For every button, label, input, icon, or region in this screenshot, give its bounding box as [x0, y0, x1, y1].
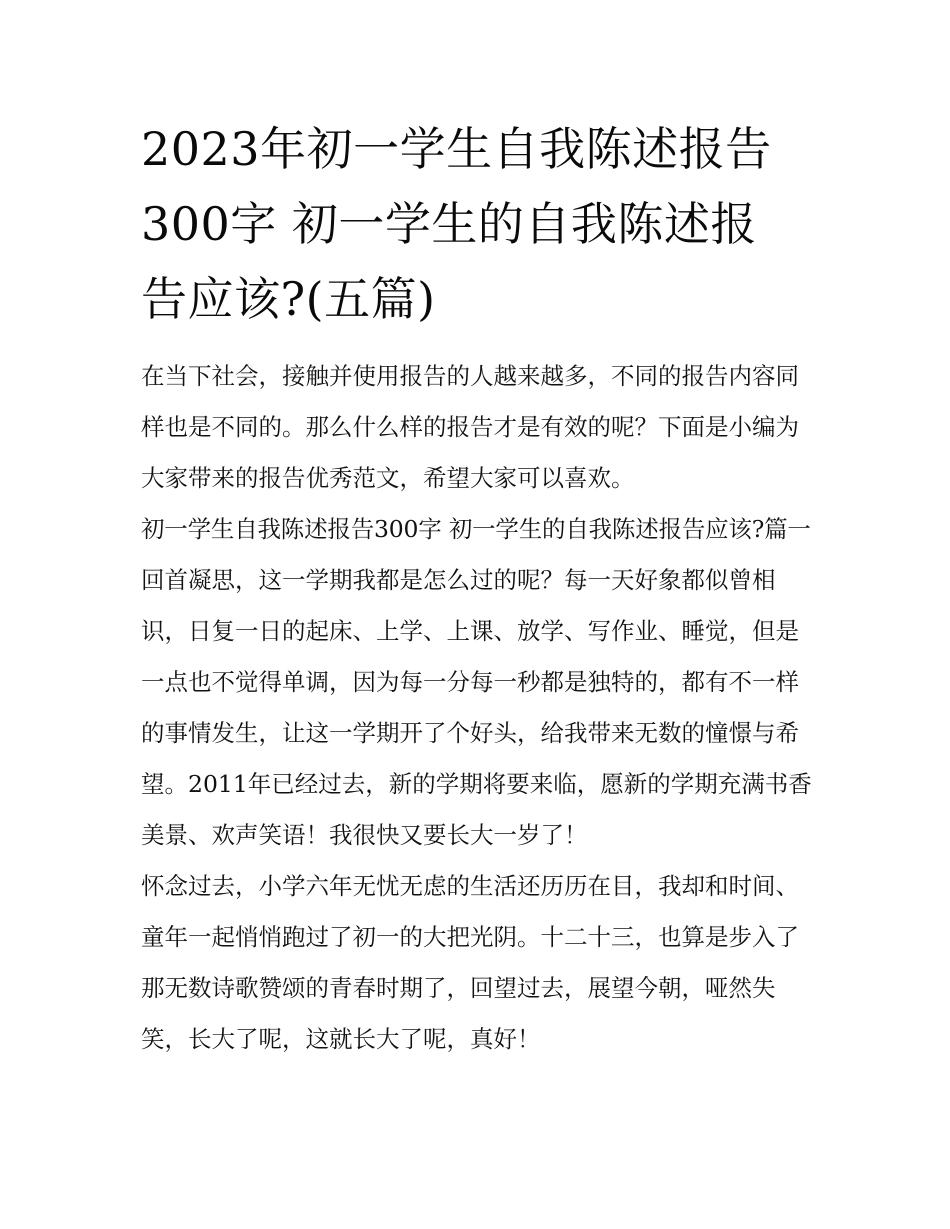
title-line-2: 300字 初一学生的自我陈述报	[141, 197, 757, 251]
document-page	[141, 112, 817, 1065]
intro-paragraph: 在当下社会，接触并使用报告的人越来越多，不同的报告内容同样也是不同的。那么什么样的报告才是有效的呢？下面是小编为大家带来的报告优秀范文，希望大家可以喜欢。	[141, 362, 799, 492]
title-line-1: 2023年初一学生自我陈述报告	[141, 122, 772, 176]
document-body	[141, 351, 817, 1065]
title-line-3: 告应该?(五篇)	[141, 272, 436, 326]
section-heading: 初一学生自我陈述报告300字 初一学生的自我陈述报告应该?篇一	[141, 515, 811, 543]
document-title	[141, 112, 817, 337]
body-paragraph-1: 回首凝思，这一学期我都是怎么过的呢？每一天好象都似曾相识，日复一日的起床、上学、上课、放学、写作业、睡觉，但是一点也不觉得单调，因为每一分每一秒都是独特的，都有不一样的事情发生，让这一学期开了个好头，给我带来无数的憧憬与希望。2011年已经过去，新的学期将要来临，愿新的学期充满书香美景、欢声笑语！我很快又要长大一岁了！	[141, 566, 812, 849]
body-paragraph-2: 怀念过去，小学六年无忧无虑的生活还历历在目，我却和时间、童年一起悄悄跑过了初一的大把光阴。十二十三，也算是步入了那无数诗歌赞颂的青春时期了，回望过去，展望今朝，哑然失笑，长大了呢，这就长大了呢，真好！	[141, 872, 799, 1053]
